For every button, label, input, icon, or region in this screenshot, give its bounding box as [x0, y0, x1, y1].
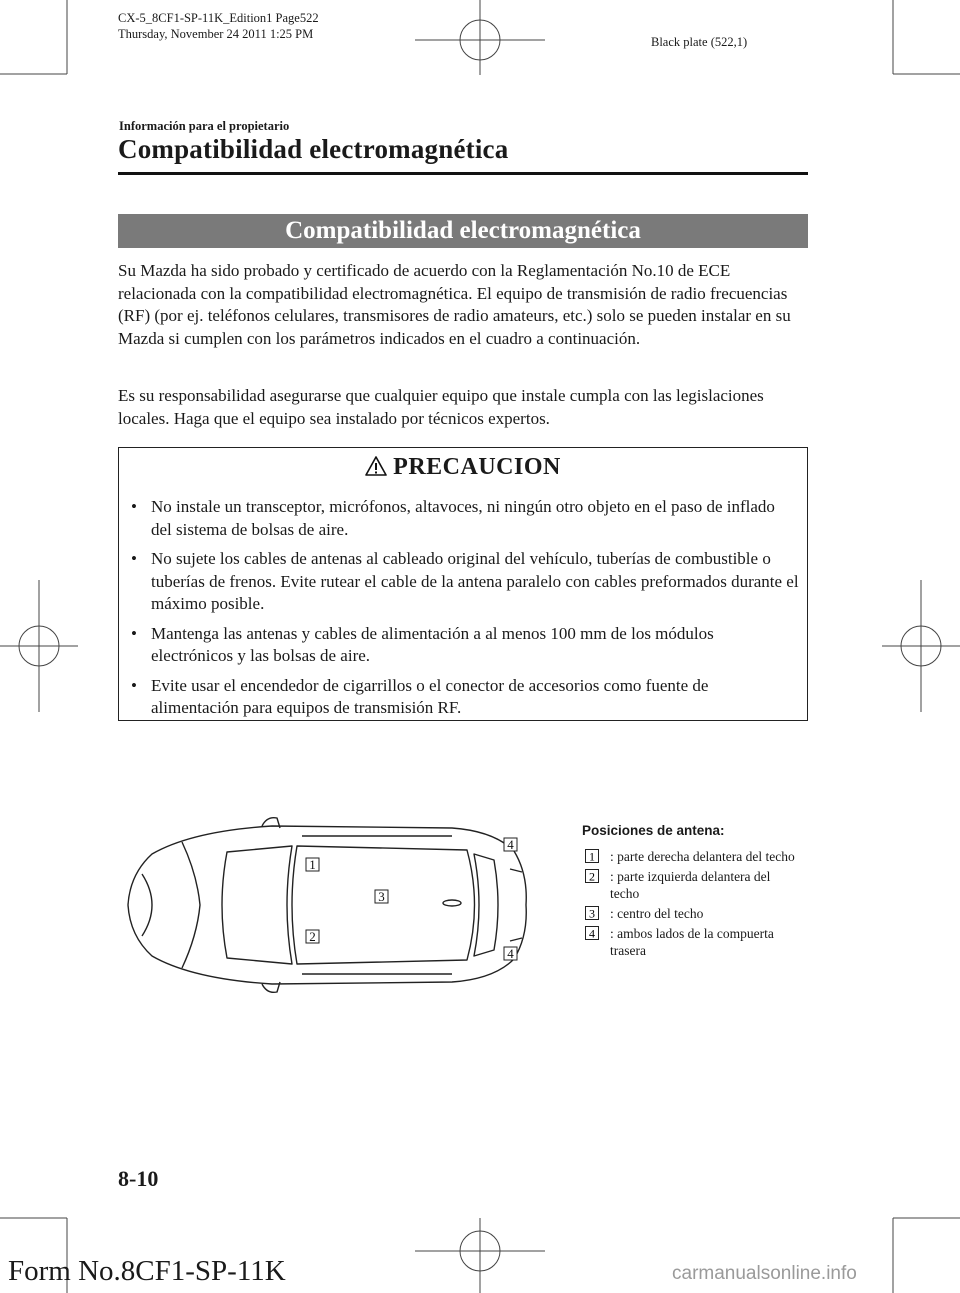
responsibility-paragraph: Es su responsabilidad asegurarse que cualquier equipo que instale cumpla con las legislaciones locales. Haga que el equipo sea instalado por técnicos expertos.: [118, 386, 764, 428]
print-meta-line1: CX-5_8CF1-SP-11K_Edition1 Page522: [118, 11, 319, 25]
section-label: Información para el propietario: [119, 119, 290, 133]
caution-item-text: No instale un transceptor, micrófonos, altavoces, ni ningún otro objeto en el paso de inflado del sistema de bolsas de aire.: [151, 497, 775, 539]
print-meta-line2: Thursday, November 24 2011 1:25 PM: [118, 27, 314, 41]
legend-item-text: : parte izquierda delantera del techo: [610, 869, 771, 901]
marker-2-label: 2: [309, 929, 316, 944]
caution-item: [129, 496, 799, 541]
caution-item-text: Evite usar el encendedor de cigarrillos o el conector de accesorios como fuente de alimentación para equipos de transmisión RF.: [151, 675, 709, 717]
marker-1-label: 1: [309, 857, 316, 872]
marker-2: [306, 929, 319, 944]
number-3-icon: [585, 906, 599, 920]
svg-text:3: 3: [589, 906, 595, 920]
page-title: Compatibilidad electromagnética: [118, 134, 509, 164]
legend-item: [582, 925, 802, 959]
rear-window: [474, 854, 498, 956]
warning-triangle-icon: [365, 456, 387, 476]
bullet-icon: •: [131, 623, 137, 643]
marker-3: [375, 889, 388, 904]
bullet-icon: •: [131, 497, 137, 516]
svg-text:4: 4: [589, 926, 595, 940]
caution-list: [129, 496, 799, 727]
antenna-legend: [582, 823, 802, 962]
marker-4-bottom: [504, 946, 517, 961]
form-number: Form No.8CF1-SP-11K: [8, 1255, 286, 1287]
number-4-icon: [585, 926, 599, 940]
caution-box: [118, 447, 808, 721]
legend-title: Posiciones de antena:: [582, 823, 725, 838]
caution-item: [129, 623, 799, 668]
svg-text:1: 1: [589, 849, 595, 863]
number-2-icon: [585, 869, 599, 883]
caution-item-text: No sujete los cables de antenas al cableado original del vehículo, tuberías de combustible o tuberías de frenos. Evite rutear el cable de la antena paralelo con cables preformados durante el máximo posible.: [151, 549, 799, 613]
svg-text:2: 2: [589, 869, 595, 883]
intro-paragraph: Su Mazda ha sido probado y certificado de acuerdo con la Reglamentación No.10 de ECE relacionada con la compatibilidad electromagnética. El equipo de transmisión de radio frecuencias (RF) (por ej. teléfonos celulares, transmisores de radio amateurs, etc.) solo se pueden instalar en su Mazda si cumplen con los parámetros indicados en el cuadro a continuación.: [118, 261, 791, 348]
marker-4-bottom-label: 4: [507, 946, 514, 961]
marker-4-top: [504, 837, 517, 852]
shark-fin-antenna: [443, 900, 461, 906]
heading-rule: [118, 172, 808, 175]
marker-4-top-label: 4: [507, 837, 514, 852]
legend-item: [582, 905, 802, 922]
legend-item-text: : parte derecha delantera del techo: [610, 849, 795, 864]
car-top-view-diagram: [122, 814, 534, 996]
legend-item-text: : centro del techo: [610, 906, 704, 921]
caution-item: [129, 675, 799, 720]
print-metadata: [118, 10, 319, 42]
number-1-icon: [585, 849, 599, 863]
page-number: 8-10: [118, 1166, 159, 1191]
bullet-icon: •: [131, 549, 137, 568]
watermark: carmanualsonline.info: [672, 1263, 857, 1284]
section-banner: Compatibilidad electromagnética: [118, 214, 808, 248]
marker-3-label: 3: [378, 889, 385, 904]
caution-item: [129, 548, 799, 616]
legend-item: [582, 868, 802, 902]
caution-title: PRECAUCION: [393, 454, 561, 480]
bullet-icon: •: [131, 675, 137, 695]
caution-header: [119, 454, 807, 481]
legend-item: [582, 848, 802, 865]
windshield: [222, 846, 292, 964]
legend-item-text: : ambos lados de la compuerta trasera: [610, 926, 774, 958]
marker-1: [306, 857, 319, 872]
caution-item-text: Mantenga las antenas y cables de alimentación a al menos 100 mm de los módulos electrónicos y las bolsas de aire.: [151, 623, 714, 665]
plate-label: Black plate (522,1): [651, 35, 748, 49]
hood-line: [142, 874, 152, 936]
